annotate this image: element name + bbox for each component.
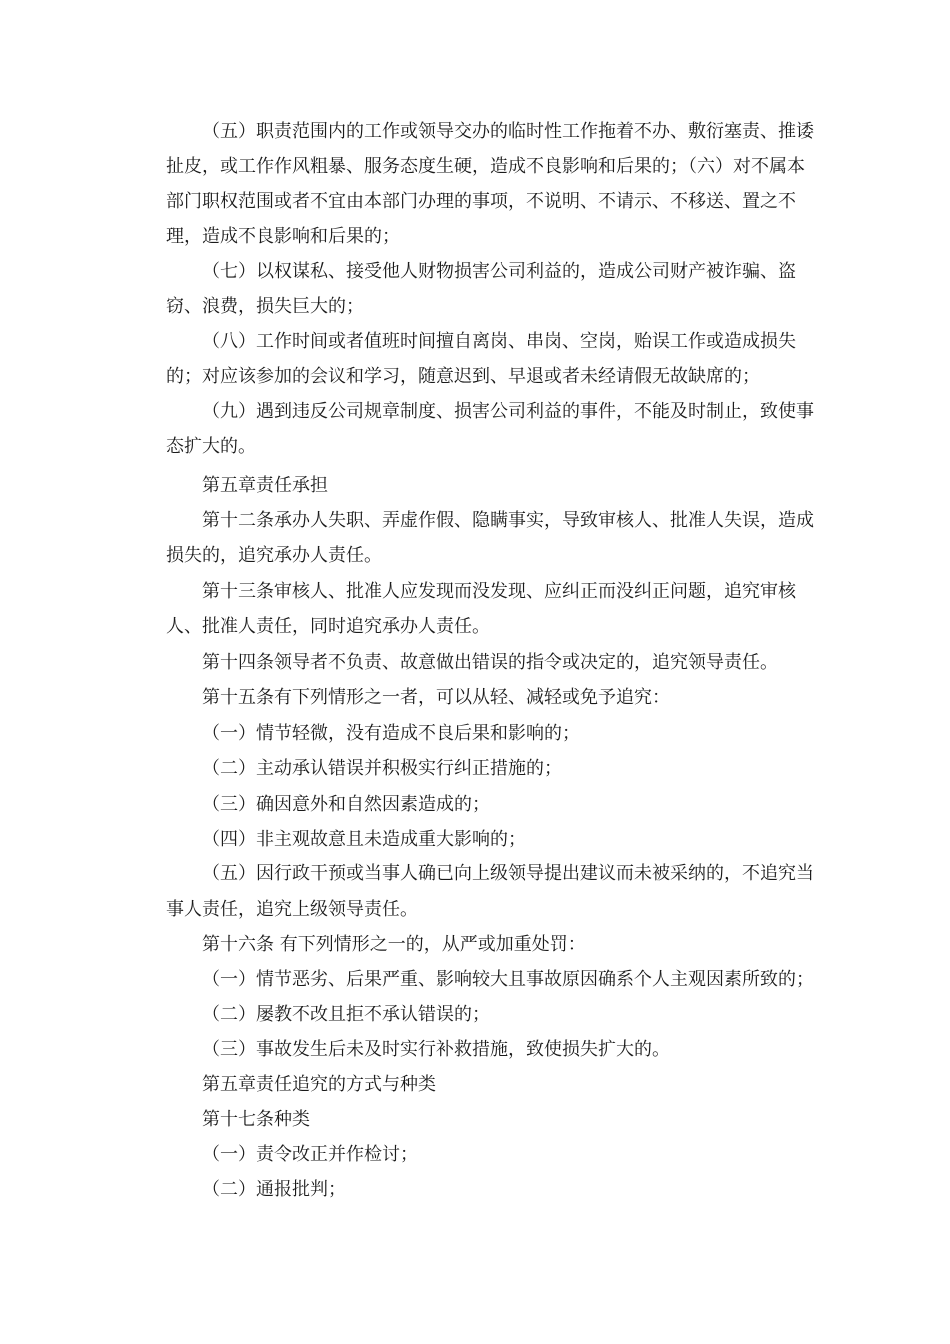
- text-line: 第五章责任追究的方式与种类: [202, 1074, 436, 1095]
- text-line: 事人责任，追究上级领导责任。: [166, 899, 418, 920]
- text-line: 窃、浪费，损失巨大的；: [166, 296, 364, 317]
- text-line: （八）工作时间或者值班时间擅自离岗、串岗、空岗，贻误工作或造成损失: [202, 331, 796, 352]
- text-line: 人、批准人责任，同时追究承办人责任。: [166, 616, 490, 637]
- text-line: 态扩大的。: [166, 436, 256, 457]
- text-line: （一）责令改正并作检讨；: [202, 1144, 418, 1165]
- text-line: （二）主动承认错误并积极实行纠正措施的；: [202, 758, 562, 779]
- text-line: （三）确因意外和自然因素造成的；: [202, 794, 490, 815]
- text-line: 第十四条领导者不负责、故意做出错误的指令或决定的，追究领导责任。: [202, 652, 778, 673]
- text-line: 第十六条 有下列情形之一的，从严或加重处罚：: [202, 934, 586, 955]
- text-line: 损失的，追究承办人责任。: [166, 545, 382, 566]
- text-line: 理，造成不良影响和后果的；: [166, 226, 400, 247]
- text-line: （二）通报批判；: [202, 1179, 346, 1200]
- text-line: （三）事故发生后未及时实行补救措施，致使损失扩大的。: [202, 1039, 670, 1060]
- text-line: 第十五条有下列情形之一者，可以从轻、减轻或免予追究：: [202, 687, 670, 708]
- text-line: （四）非主观故意且未造成重大影响的；: [202, 829, 526, 850]
- text-line: 的；对应该参加的会议和学习，随意迟到、早退或者未经请假无故缺席的；: [166, 366, 760, 387]
- text-line: 第十七条种类: [202, 1109, 310, 1130]
- text-line: 第十三条审核人、批准人应发现而没发现、应纠正而没纠正问题，追究审核: [202, 581, 796, 602]
- text-line: 扯皮，或工作作风粗暴、服务态度生硬，造成不良影响和后果的；（六）对不属本: [166, 156, 805, 177]
- text-line: 部门职权范围或者不宜由本部门办理的事项，不说明、不请示、不移送、置之不: [166, 191, 796, 212]
- text-line: （一）情节恶劣、后果严重、影响较大且事故原因确系个人主观因素所致的；: [202, 969, 814, 990]
- text-line: （七）以权谋私、接受他人财物损害公司利益的，造成公司财产被诈骗、盗: [202, 261, 796, 282]
- text-line: 第五章责任承担: [202, 475, 328, 496]
- text-line: （一）情节轻微，没有造成不良后果和影响的；: [202, 723, 580, 744]
- text-line: （五）因行政干预或当事人确已向上级领导提出建议而未被采纳的，不追究当: [202, 863, 814, 884]
- text-line: （九）遇到违反公司规章制度、损害公司利益的事件，不能及时制止，致使事: [202, 401, 814, 422]
- text-line: 第十二条承办人失职、弄虚作假、隐瞒事实，导致审核人、批准人失误，造成: [202, 510, 814, 531]
- text-line: （二）屡教不改且拒不承认错误的；: [202, 1004, 490, 1025]
- text-line: （五）职责范围内的工作或领导交办的临时性工作拖着不办、敷衍塞责、推诿: [202, 121, 814, 142]
